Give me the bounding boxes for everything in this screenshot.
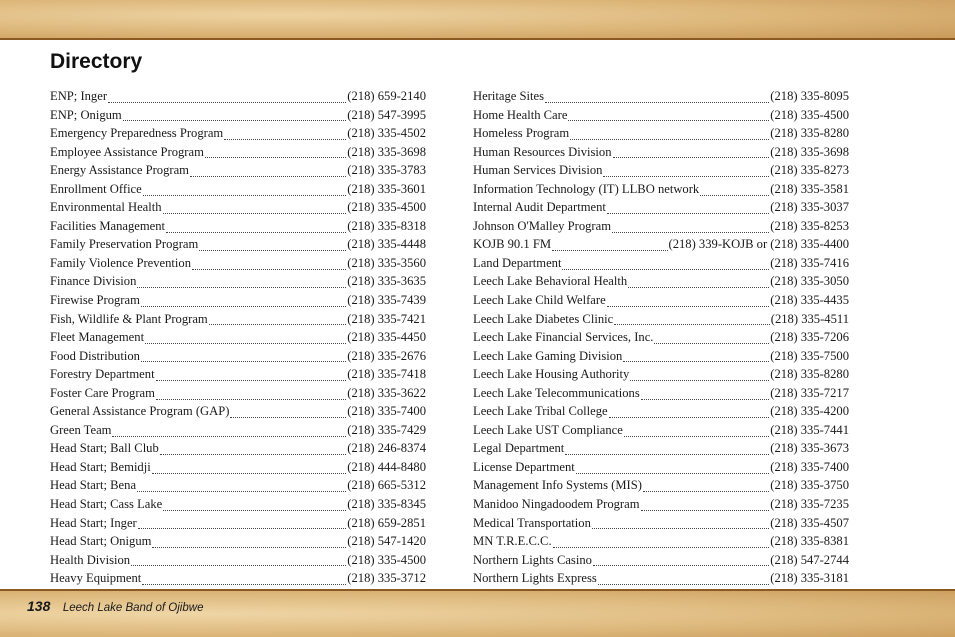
entry-phone: (218) 665-5312 <box>347 478 426 493</box>
dot-leader <box>160 454 347 455</box>
directory-entry <box>50 571 426 590</box>
entry-phone: (218) 335-7441 <box>770 422 849 437</box>
entry-name: Homeless Program <box>473 126 570 141</box>
directory-entry <box>473 441 849 460</box>
entry-name: License Department <box>473 459 575 474</box>
entry-name: MN T.R.E.C.C. <box>473 534 552 549</box>
entry-phone: (218) 335-3560 <box>347 255 426 270</box>
entry-phone: (218) 335-2676 <box>347 348 426 363</box>
dot-leader <box>156 380 347 381</box>
dot-leader <box>607 306 770 307</box>
dot-leader <box>562 269 769 270</box>
entry-name: ENP; Onigum <box>50 107 122 122</box>
entry-name: Head Start; Cass Lake <box>50 497 163 512</box>
dot-leader <box>613 157 770 158</box>
entry-phone: (218) 335-4500 <box>347 200 426 215</box>
dot-leader <box>152 473 347 474</box>
entry-name: Home Health Care <box>473 107 568 122</box>
directory-entry <box>50 330 426 349</box>
dot-leader <box>553 547 770 548</box>
entry-phone: (218) 335-3783 <box>347 163 426 178</box>
entry-phone: (218) 659-2851 <box>347 515 426 530</box>
dot-leader <box>108 102 346 103</box>
dot-leader <box>624 436 770 437</box>
dot-leader <box>166 232 346 233</box>
directory-entry <box>50 219 426 238</box>
entry-name: Forestry Department <box>50 367 155 382</box>
dot-leader <box>545 102 769 103</box>
entry-phone: (218) 246-8374 <box>347 441 426 456</box>
dot-leader <box>131 565 346 566</box>
entry-name: Heritage Sites <box>473 89 544 103</box>
directory-entry <box>473 478 849 497</box>
entry-name: Facilities Management <box>50 218 166 233</box>
entry-phone: (218) 335-7206 <box>770 330 849 345</box>
entry-phone: (218) 335-8381 <box>770 534 849 549</box>
entry-name: Leech Lake Diabetes Clinic <box>473 311 614 326</box>
dot-leader <box>142 584 346 585</box>
entry-name: Foster Care Program <box>50 385 155 400</box>
entry-name: Human Services Division <box>473 163 603 178</box>
entry-name: Head Start; Bemidji <box>50 459 151 474</box>
dot-leader <box>199 250 346 251</box>
entry-phone: (218) 335-8280 <box>770 367 849 382</box>
directory-entry <box>473 108 849 127</box>
entry-phone: (218) 547-3995 <box>347 107 426 122</box>
entry-phone: (218) 444-8480 <box>347 459 426 474</box>
dot-leader <box>143 195 347 196</box>
entry-name: Family Violence Prevention <box>50 255 192 270</box>
entry-phone: (218) 335-3698 <box>770 144 849 159</box>
dot-leader <box>224 139 346 140</box>
entry-name: Head Start; Bena <box>50 478 137 493</box>
entry-phone: (218) 335-3750 <box>770 478 849 493</box>
page-title: Directory <box>50 50 143 73</box>
entry-name: Fish, Wildlife & Plant Program <box>50 311 208 326</box>
directory-entry <box>473 293 849 312</box>
entry-phone: (218) 335-7500 <box>770 348 849 363</box>
directory-column-left <box>50 89 426 590</box>
entry-phone: (218) 335-4448 <box>347 237 426 252</box>
entry-name: Energy Assistance Program <box>50 163 189 178</box>
dot-leader <box>190 176 346 177</box>
entry-name: Northern Lights Casino <box>473 552 592 567</box>
entry-name: Johnson O'Malley Program <box>473 218 611 233</box>
dot-leader <box>137 287 346 288</box>
directory-entry <box>473 349 849 368</box>
dot-leader <box>607 213 769 214</box>
entry-name: Family Preservation Program <box>50 237 199 252</box>
directory-entry <box>473 182 849 201</box>
directory-page <box>0 38 955 591</box>
entry-name: General Assistance Program (GAP) <box>50 404 230 419</box>
dot-leader <box>112 436 346 437</box>
entry-phone: (218) 335-4507 <box>770 515 849 530</box>
entry-phone: (218) 335-3622 <box>347 385 426 400</box>
entry-phone: (218) 335-3181 <box>770 571 849 586</box>
entry-phone: (218) 335-3698 <box>347 144 426 159</box>
entry-name: Leech Lake Telecommunications <box>473 385 640 400</box>
directory-entry <box>50 312 426 331</box>
entry-name: Leech Lake Tribal College <box>473 404 608 419</box>
dot-leader <box>205 157 346 158</box>
dot-leader <box>609 417 770 418</box>
directory-entry <box>473 534 849 553</box>
entry-phone: (218) 335-4500 <box>347 552 426 567</box>
entry-phone: (218) 335-4500 <box>770 107 849 122</box>
directory-entry <box>50 200 426 219</box>
entry-name: Human Resources Division <box>473 144 612 159</box>
entry-phone: (218) 335-4511 <box>770 311 849 326</box>
dot-leader <box>230 417 346 418</box>
dot-leader <box>641 510 770 511</box>
entry-phone: (218) 335-7418 <box>347 367 426 382</box>
entry-name: Northern Lights Express <box>473 571 597 586</box>
dot-leader <box>593 565 769 566</box>
entry-phone: (218) 335-8095 <box>770 89 849 103</box>
directory-entry <box>473 237 849 256</box>
dot-leader <box>612 232 769 233</box>
dot-leader <box>145 343 346 344</box>
entry-name: Green Team <box>50 422 112 437</box>
dot-leader <box>643 491 769 492</box>
page-footer <box>27 598 203 616</box>
entry-name: Management Info Systems (MIS) <box>473 478 642 493</box>
entry-name: Land Department <box>473 255 562 270</box>
dot-leader <box>123 120 347 121</box>
entry-name: Leech Lake Housing Authority <box>473 367 630 382</box>
dot-leader <box>628 287 769 288</box>
directory-entry <box>50 126 426 145</box>
entry-name: Enrollment Office <box>50 181 142 196</box>
dot-leader <box>565 454 769 455</box>
entry-phone: (218) 547-1420 <box>347 534 426 549</box>
entry-name: ENP; Inger <box>50 89 108 103</box>
directory-entry <box>473 274 849 293</box>
dot-leader <box>592 528 769 529</box>
entry-phone: (218) 335-3037 <box>770 200 849 215</box>
directory-entry <box>473 497 849 516</box>
directory-entry <box>473 89 849 108</box>
directory-entry <box>50 163 426 182</box>
directory-entry <box>50 478 426 497</box>
directory-entry <box>473 571 849 590</box>
entry-name: Leech Lake Behavioral Health <box>473 274 628 289</box>
dot-leader <box>623 361 769 362</box>
entry-name: Fleet Management <box>50 330 145 345</box>
dot-leader <box>700 195 769 196</box>
dot-leader <box>163 213 347 214</box>
entry-phone: (218) 335-7235 <box>770 497 849 512</box>
entry-name: Manidoo Ningadoodem Program <box>473 497 640 512</box>
entry-name: Finance Division <box>50 274 137 289</box>
entry-phone: (218) 335-4435 <box>770 293 849 308</box>
directory-entry <box>50 182 426 201</box>
directory-entry <box>50 145 426 164</box>
entry-phone: (218) 335-7400 <box>347 404 426 419</box>
directory-entry <box>473 200 849 219</box>
entry-phone: (218) 335-4450 <box>347 330 426 345</box>
entry-phone: (218) 335-7421 <box>347 311 426 326</box>
directory-entry <box>473 312 849 331</box>
directory-entry <box>50 534 426 553</box>
entry-phone: (218) 335-3601 <box>347 181 426 196</box>
directory-entry <box>50 404 426 423</box>
entry-phone: (218) 335-7429 <box>347 422 426 437</box>
directory-entry <box>50 460 426 479</box>
dot-leader <box>614 324 770 325</box>
entry-phone: (218) 335-8318 <box>347 218 426 233</box>
entry-name: Legal Department <box>473 441 565 456</box>
entry-phone: (218) 335-3712 <box>347 571 426 586</box>
entry-name: Leech Lake Gaming Division <box>473 348 623 363</box>
directory-entry <box>50 441 426 460</box>
directory-column-right <box>473 89 849 590</box>
directory-entry <box>473 256 849 275</box>
entry-phone: (218) 335-8345 <box>347 497 426 512</box>
directory-entry <box>473 386 849 405</box>
dot-leader <box>152 547 346 548</box>
directory-entry <box>50 516 426 535</box>
directory-entry <box>50 497 426 516</box>
entry-name: Emergency Preparedness Program <box>50 126 224 141</box>
entry-phone: (218) 335-3050 <box>770 274 849 289</box>
entry-name: Head Start; Inger <box>50 515 137 530</box>
directory-entry <box>50 89 426 108</box>
dot-leader <box>156 399 346 400</box>
entry-phone: (218) 335-7217 <box>770 385 849 400</box>
footer-org-name: Leech Lake Band of Ojibwe <box>62 602 204 614</box>
directory-entry <box>473 460 849 479</box>
directory-entry <box>50 386 426 405</box>
directory-entry <box>473 423 849 442</box>
dot-leader <box>568 120 769 121</box>
dot-leader <box>576 473 770 474</box>
directory-entry <box>50 256 426 275</box>
dot-leader <box>552 250 667 251</box>
directory-entry <box>473 145 849 164</box>
entry-phone: (218) 335-8253 <box>770 218 849 233</box>
entry-phone: (218) 335-3635 <box>347 274 426 289</box>
entry-name: Medical Transportation <box>473 515 591 530</box>
dot-leader <box>163 510 346 511</box>
directory-entry <box>473 163 849 182</box>
entry-name: Environmental Health <box>50 200 162 215</box>
entry-name: Head Start; Ball Club <box>50 441 159 456</box>
entry-phone: (218) 335-8273 <box>770 163 849 178</box>
directory-entry <box>50 293 426 312</box>
entry-name: Leech Lake Child Welfare <box>473 293 606 308</box>
entry-name: Internal Audit Department <box>473 200 606 215</box>
dot-leader <box>137 491 346 492</box>
entry-phone: (218) 335-7439 <box>347 293 426 308</box>
dot-leader <box>141 306 346 307</box>
entry-phone: (218) 335-3581 <box>770 181 849 196</box>
entry-name: Leech Lake UST Compliance <box>473 422 623 437</box>
dot-leader <box>654 343 769 344</box>
entry-phone: (218) 335-4200 <box>770 404 849 419</box>
entry-phone: (218) 335-8280 <box>770 126 849 141</box>
entry-name: KOJB 90.1 FM <box>473 237 552 252</box>
directory-entry <box>473 330 849 349</box>
dot-leader <box>641 399 770 400</box>
entry-phone: (218) 335-4502 <box>347 126 426 141</box>
entry-name: Employee Assistance Program <box>50 144 204 159</box>
directory-entry <box>50 274 426 293</box>
dot-leader <box>570 139 769 140</box>
entry-phone: (218) 335-3673 <box>770 441 849 456</box>
entry-name: Head Start; Onigum <box>50 534 152 549</box>
entry-phone: (218) 335-7416 <box>770 255 849 270</box>
entry-phone: (218) 335-7400 <box>770 459 849 474</box>
directory-entry <box>473 516 849 535</box>
directory-entry <box>473 367 849 386</box>
dot-leader <box>141 361 346 362</box>
entry-name: Health Division <box>50 552 131 567</box>
directory-entry <box>473 126 849 145</box>
entry-name: Information Technology (IT) LLBO network <box>473 181 700 196</box>
dot-leader <box>192 269 346 270</box>
entry-name: Heavy Equipment <box>50 571 142 586</box>
dot-leader <box>603 176 769 177</box>
directory-entry <box>50 108 426 127</box>
entry-phone: (218) 339-KOJB or (218) 335-4400 <box>668 237 849 252</box>
directory-entry <box>50 237 426 256</box>
entry-phone: (218) 659-2140 <box>347 89 426 103</box>
directory-entry <box>50 553 426 572</box>
entry-name: Leech Lake Financial Services, Inc. <box>473 330 654 345</box>
page-number: 138 <box>27 598 51 614</box>
top-decorative-band <box>0 0 955 38</box>
entry-name: Firewise Program <box>50 293 140 308</box>
dot-leader <box>630 380 769 381</box>
entry-name: Food Distribution <box>50 348 140 363</box>
directory-entry <box>473 404 849 423</box>
directory-entry <box>50 423 426 442</box>
dot-leader <box>598 584 769 585</box>
entry-phone: (218) 547-2744 <box>770 552 849 567</box>
directory-entry <box>50 349 426 368</box>
dot-leader <box>209 324 347 325</box>
dot-leader <box>138 528 347 529</box>
directory-entry <box>473 553 849 572</box>
directory-entry <box>473 219 849 238</box>
directory-entry <box>50 367 426 386</box>
